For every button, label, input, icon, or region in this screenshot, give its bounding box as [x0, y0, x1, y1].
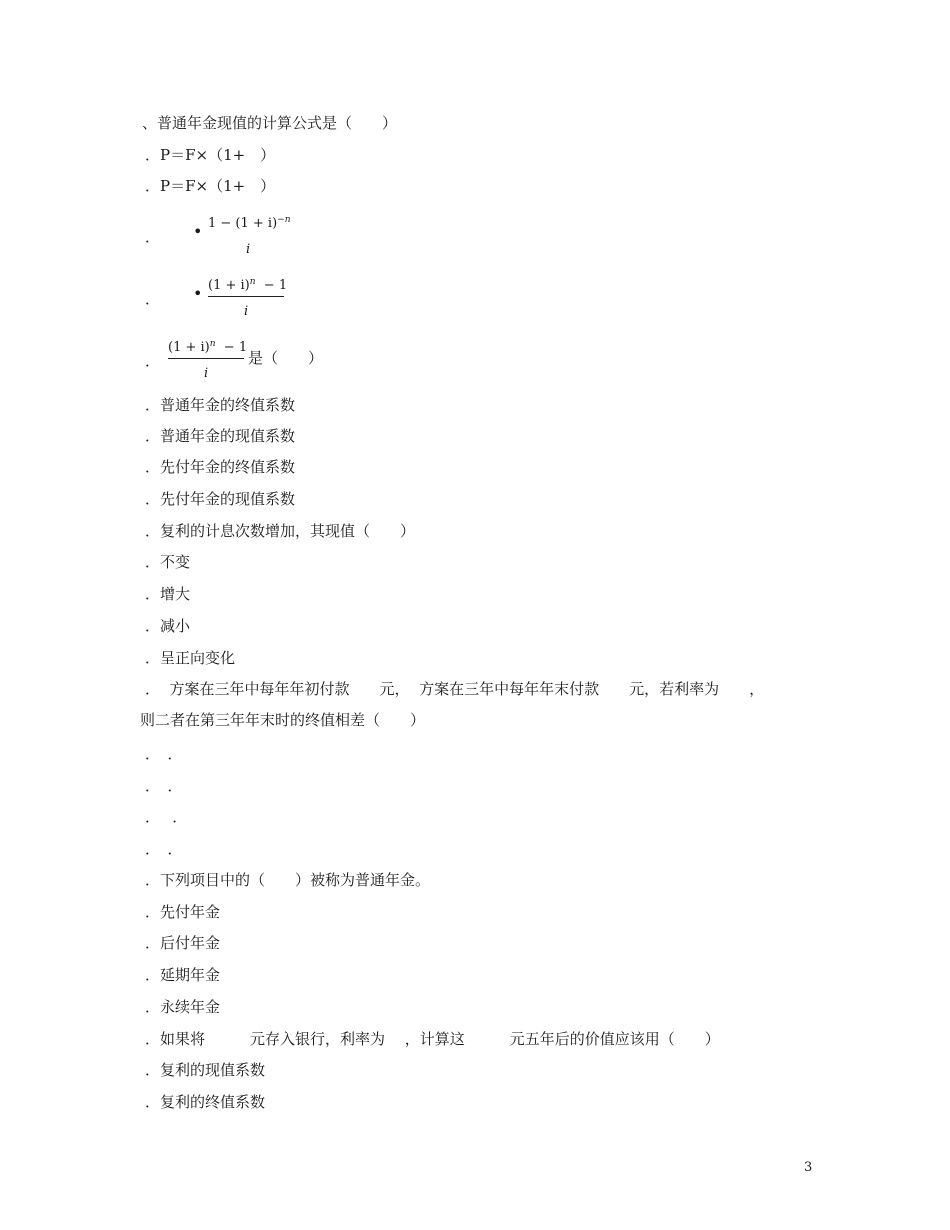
q3-option-c: ．减小 [145, 617, 191, 635]
bullet-icon: • [193, 284, 203, 303]
q6-stem: ．如果将 元存入银行，利率为 ，计算这 元五年后的价值应该用（ ） [145, 1030, 720, 1048]
q2-option-a: ．普通年金的终值系数 [145, 396, 296, 414]
q2-option-b: ．普通年金的现值系数 [145, 427, 296, 445]
q1-option-b: ．P＝F×（1+ ） [145, 177, 276, 195]
q5-option-d: ．永续年金 [145, 998, 221, 1016]
formula-denominator: i [204, 366, 209, 381]
q4-option-d: ． ． [145, 840, 183, 858]
q2-stem: 是（ ） [248, 349, 324, 367]
q1-option-a: ．P＝F×（1+ ） [145, 146, 276, 164]
q5-option-a: ．先付年金 [145, 903, 221, 921]
page-number: 3 [804, 1160, 813, 1175]
q3-option-d: ．呈正向变化 [145, 649, 236, 667]
q1-option-c-prefix: ． [145, 228, 161, 246]
q6-option-a: ．复利的现值系数 [145, 1061, 266, 1079]
q5-option-c: ．延期年金 [145, 966, 221, 984]
bullet-icon: • [193, 222, 203, 241]
q5-option-b: ．后付年金 [145, 934, 221, 952]
q5-stem: ．下列项目中的（ ）被称为普通年金。 [145, 871, 431, 889]
fraction-bar [168, 358, 244, 359]
q4-option-a: ． ． [145, 745, 183, 763]
q3-option-a: ．不变 [145, 553, 191, 571]
q1-option-d-prefix: ． [145, 290, 161, 308]
formula-numerator: $(1 + i)^n - 1$ [208, 277, 288, 293]
q4-stem-line1: ． 方案在三年中每年年初付款 元， 方案在三年中每年年末付款 元，若利率为 ， [145, 680, 765, 698]
formula-denominator: i [244, 304, 249, 319]
q3-stem: ．复利的计息次数增加，其现值（ ） [145, 522, 416, 540]
q3-option-b: ．增大 [145, 585, 191, 603]
formula-numerator: $1 - (1 + i)^{-n}$ [208, 215, 291, 231]
q4-option-c: ． ． [145, 808, 188, 826]
formula-numerator: $(1 + i)^n - 1$ [168, 339, 248, 355]
q4-stem-line2: 则二者在第三年年末时的终值相差（ ） [140, 711, 426, 729]
formula-denominator: i [246, 242, 251, 257]
q2-option-d: ．先付年金的现值系数 [145, 490, 296, 508]
q2-prefix: ． [145, 352, 161, 370]
fraction-bar [208, 296, 284, 297]
q6-option-b: ．复利的终值系数 [145, 1093, 266, 1111]
q1-stem: 、普通年金现值的计算公式是（ ） [142, 114, 398, 132]
q2-option-c: ．先付年金的终值系数 [145, 458, 296, 476]
q4-option-b: ． ． [145, 777, 183, 795]
